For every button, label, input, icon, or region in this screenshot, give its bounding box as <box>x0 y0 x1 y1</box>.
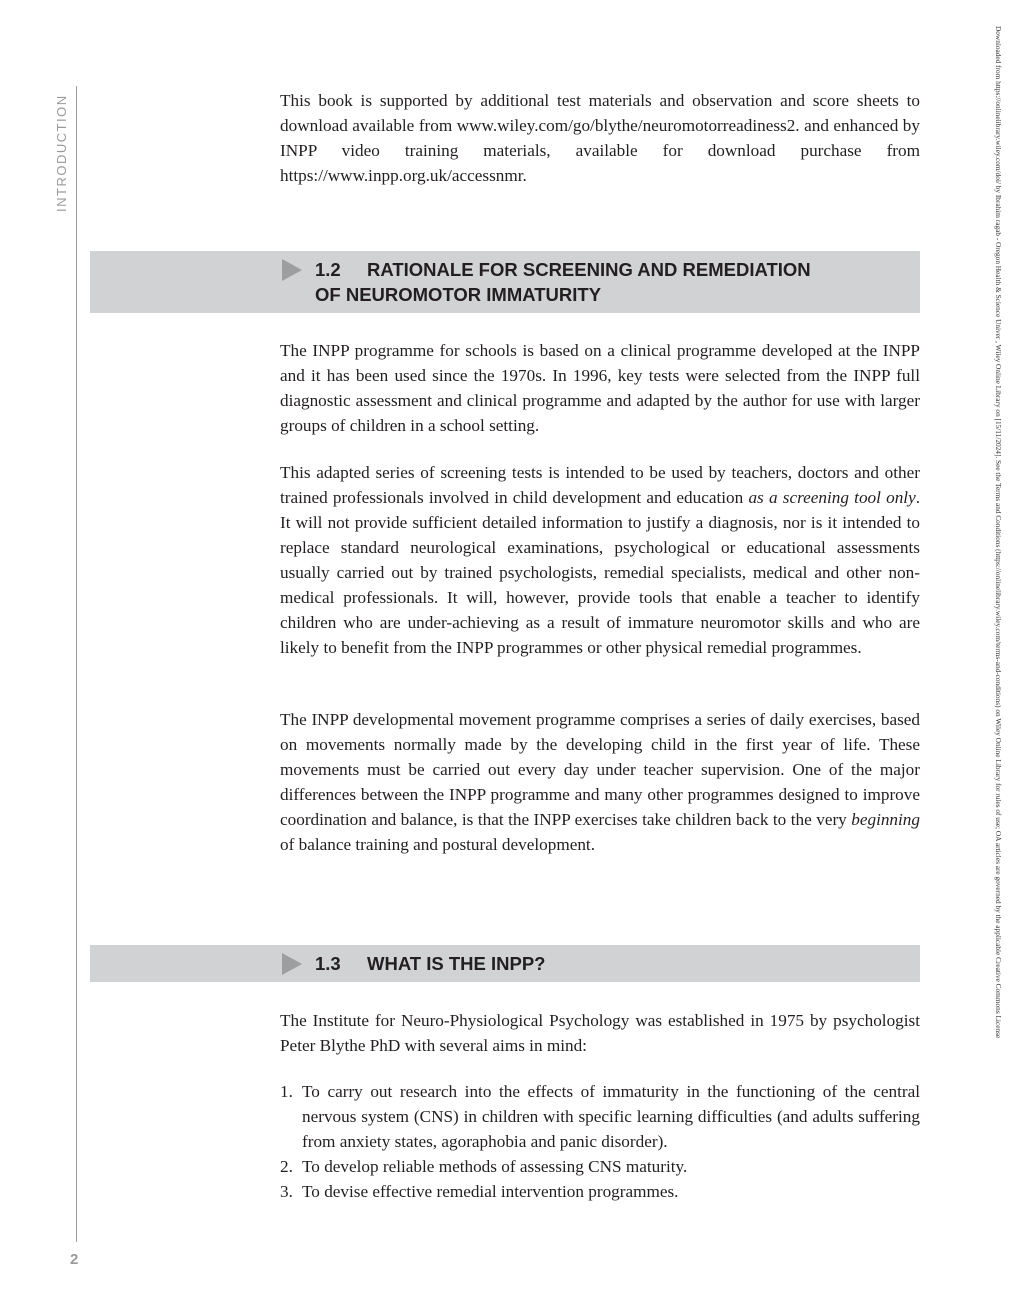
section-title: WHAT IS THE INPP? <box>367 953 546 974</box>
paragraph <box>280 460 920 660</box>
section-arrow-icon <box>282 953 302 975</box>
page-number: 2 <box>70 1251 79 1268</box>
list-item <box>280 1154 920 1179</box>
list-marker: 3. <box>280 1182 293 1201</box>
text-run: . It will not provide sufficient detailed information to justify a diagnosis, nor is it intended to replace standard neurological examinations, psychological or educational assessments usually carried out by trained psychologists, remedial specialists, medical and other non-medical professionals. It will, however, provide tools that enable a teacher to identify children who are under-achieving as a result of immature neuromotor skills and who are likely to benefit from the INPP programmes or other physical remedial programmes. <box>280 488 921 657</box>
paragraph: The INPP programme for schools is based on a clinical programme developed at the INPP and it has been used since the 1970s. In 1996, key tests were selected from the INPP full diagnostic assessment and clinical programme and adapted by the author for use with larger groups of children in a school setting. <box>280 341 920 435</box>
section-heading-bar-1-2 <box>90 251 920 313</box>
paragraph <box>280 707 920 857</box>
text-run: The INPP developmental movement programme comprises a series of daily exercises, based on movements normally made by the developing child in the first year of life. These movements must be carried out every day under teacher supervision. One of the major differences between the INPP programme and many other programmes designed to improve coordination and balance, is that the INPP exercises take children back to the very <box>280 710 920 829</box>
list-item <box>280 1079 920 1154</box>
section-title-line2: OF NEUROMOTOR IMMATURITY <box>315 284 602 305</box>
section-arrow-icon <box>282 259 302 281</box>
section-number: 1.2 <box>315 259 341 280</box>
margin-rule <box>76 86 77 1242</box>
list-item-text: To develop reliable methods of assessing CNS maturity. <box>302 1157 688 1176</box>
aims-list-block <box>280 1079 920 1204</box>
emphasis: as a screening tool only <box>748 488 916 507</box>
list-item-text: To carry out research into the effects of immaturity in the functioning of the central nervous system (CNS) in children with specific learning difficulties (and adults suffering from anxiety states, agoraphobia and panic disorder). <box>302 1082 920 1151</box>
section-heading-1-3 <box>315 951 915 976</box>
text-run: This adapted series of screening tests is intended to be used by teachers, doctors and other trained professionals involved in child development and education <box>280 463 920 507</box>
list-item <box>280 1179 920 1204</box>
intro-paragraph: This book is supported by additional test materials and observation and score sheets to download available from www.wiley.com/go/blythe/neuromotorreadiness2. and enhanced by INPP video training materials, available for download purchase from https://www.inpp.org.uk/accessnmr. <box>280 91 920 185</box>
section-heading-1-2 <box>315 257 915 307</box>
section-body-1-2 <box>280 338 920 438</box>
list-marker: 2. <box>280 1157 293 1176</box>
section-body-1-3 <box>280 1008 920 1058</box>
section-body-1-2-p3 <box>280 707 920 857</box>
intro-block <box>280 88 920 188</box>
section-heading-bar-1-3 <box>90 945 920 982</box>
running-head: INTRODUCTION <box>54 94 69 212</box>
emphasis: beginning <box>851 810 920 829</box>
section-number: 1.3 <box>315 953 341 974</box>
aims-list <box>280 1079 920 1204</box>
list-marker: 1. <box>280 1082 293 1101</box>
text-run: of balance training and postural development. <box>280 835 595 854</box>
section-body-1-2-p2 <box>280 460 920 660</box>
section-title-line1: RATIONALE FOR SCREENING AND REMEDIATION <box>367 259 811 280</box>
list-item-text: To devise effective remedial intervention programmes. <box>302 1182 679 1201</box>
paragraph: The Institute for Neuro-Physiological Psychology was established in 1975 by psychologist Peter Blythe PhD with several aims in mind: <box>280 1011 920 1055</box>
download-notice: Downloaded from https://onlinelibrary.wiley.com/doi/ by Ibrahim ragab - Oregon Health & Science Univer , Wiley Online Library on [15/11/2024]. See the Terms and Conditions (https://onlinelibrary.wiley.com/terms-and-conditions) on Wiley Online Library for rules of use; OA articles are governed by the applicable Creative Commons License <box>994 26 1003 1039</box>
